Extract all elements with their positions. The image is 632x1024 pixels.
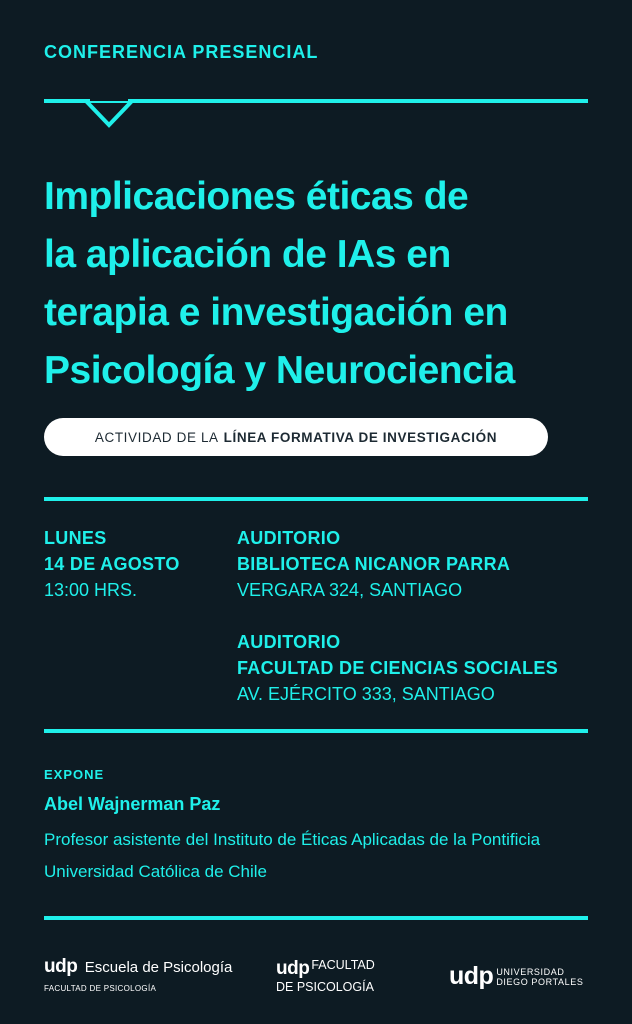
bio-line: Universidad Católica de Chile (44, 862, 268, 881)
divider (44, 916, 588, 920)
divider (44, 497, 588, 501)
venue-name: BIBLIOTECA NICANOR PARRA (237, 554, 511, 574)
chevron-down-icon (84, 99, 134, 131)
venue-line1: AUDITORIO (237, 528, 341, 548)
event-date: 14 DE AGOSTO (44, 554, 180, 574)
logo-line2: DE PSICOLOGÍA (276, 980, 374, 994)
divider (44, 729, 588, 733)
speaker-name: Abel Wajnerman Paz (44, 794, 221, 814)
venue-block (237, 629, 558, 707)
udp-wordmark: udp (449, 962, 494, 990)
page-title (44, 168, 604, 400)
logo-line1: UNIVERSIDAD (496, 966, 565, 977)
venue-address: AV. EJÉRCITO 333, SANTIAGO (237, 684, 495, 704)
speaker-label: EXPONE (44, 767, 105, 782)
speaker-bio (44, 824, 604, 888)
udp-wordmark: udp (44, 956, 78, 977)
venue-block (237, 525, 510, 603)
udp-wordmark: udp (276, 958, 310, 979)
schedule-block (44, 525, 180, 603)
event-day: LUNES (44, 528, 107, 548)
logo-line2: DIEGO PORTALES (496, 976, 584, 987)
logo-line1: FACULTAD (311, 958, 375, 972)
logo-escuela-psicologia (44, 956, 232, 993)
badge-emphasis: LÍNEA FORMATIVA DE INVESTIGACIÓN (223, 429, 498, 445)
badge-prefix: ACTIVIDAD DE LA (94, 429, 219, 445)
title-line: la aplicación de IAs en (44, 233, 451, 276)
venue-address: VERGARA 324, SANTIAGO (237, 580, 463, 600)
logo-name: Escuela de Psicología (84, 959, 233, 976)
logo-subtitle: FACULTAD DE PSICOLOGÍA (44, 984, 157, 993)
event-type-label: CONFERENCIA PRESENCIAL (44, 42, 319, 62)
venue-line1: AUDITORIO (237, 632, 341, 652)
bio-line: Profesor asistente del Instituto de Éticas Aplicadas de la Pontificia (44, 830, 541, 849)
title-line: terapia e investigación en (44, 291, 508, 334)
title-line: Implicaciones éticas de (44, 175, 469, 218)
venue-name: FACULTAD DE CIENCIAS SOCIALES (237, 658, 559, 678)
activity-badge (44, 418, 548, 456)
logo-facultad-psicologia (276, 958, 375, 995)
logo-universidad-diego-portales (449, 962, 583, 991)
title-line: Psicología y Neurociencia (44, 349, 515, 392)
event-time: 13:00 HRS. (44, 580, 138, 600)
